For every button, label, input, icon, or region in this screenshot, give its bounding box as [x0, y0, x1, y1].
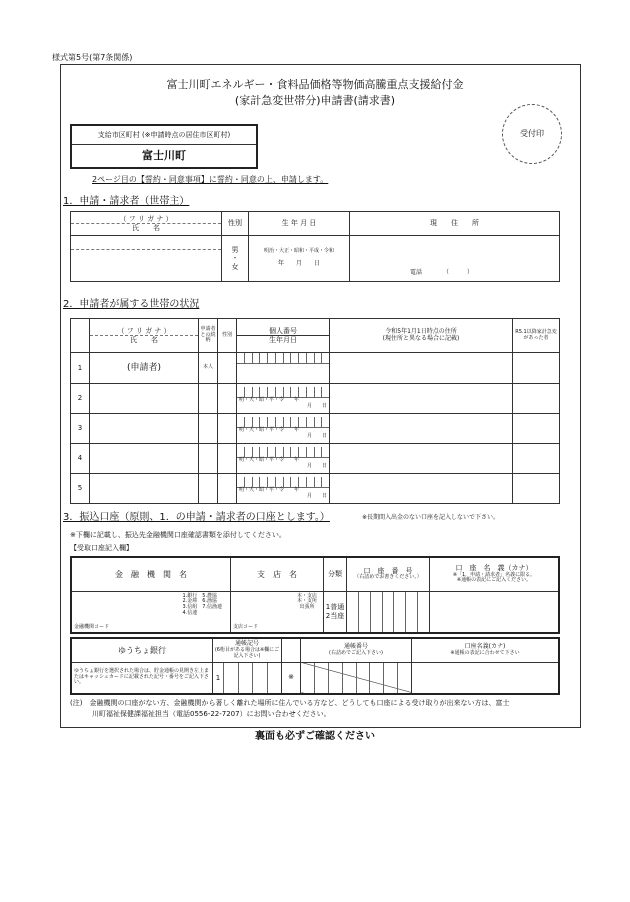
account-type-options[interactable]: 1普通 2当座 [324, 591, 347, 633]
reception-stamp-label: 受付印 [520, 129, 544, 138]
gender-options[interactable]: 男 ・ 女 [222, 236, 249, 282]
jan-address-header: 令和5年1月1日時点の住所 [385, 327, 457, 335]
section1-heading: 1．申請・請求者（世帯主） [63, 196, 190, 207]
back-side-note: 裏面も必ずご確認ください [255, 731, 375, 742]
applicant-name-field[interactable] [71, 236, 222, 282]
yucho-header: ゆうちょ銀行 [71, 638, 213, 662]
holder-note1: ※「1．申請・請求者」名義に限る。 [452, 571, 536, 578]
intro-text: 2ページ目の【誓約・同意事項】に誓約・同意の上、申請します。 [92, 175, 329, 184]
day-label: 日 [321, 463, 327, 469]
kigo-note: (6桁目がある場合は※欄にご記入下さい) [214, 646, 280, 659]
h-name-header: 氏 名 [130, 336, 158, 344]
row-number: 3 [71, 414, 90, 444]
municipality-box [70, 124, 258, 169]
form-subtitle: (家計急変世帯分)申請書(請求書) [234, 94, 396, 107]
month-label: 月 [306, 493, 312, 499]
holder-kana-header: 口座名義(カナ) [464, 642, 506, 650]
bango-header: 通帳番号 [343, 642, 368, 650]
row-number: 1 [71, 353, 90, 384]
kigo-extra-field[interactable] [282, 662, 301, 694]
row-number: 5 [71, 474, 90, 504]
account-number-field[interactable] [347, 591, 430, 633]
jan-address-cell[interactable] [330, 384, 513, 414]
bank-code-label: 金融機関コード [74, 623, 110, 630]
day-label: 日 [321, 403, 327, 409]
era-options: 明治・大正・昭和・平成・令和 [263, 248, 334, 255]
branch-kind-options: 本・支店 本・支所 出張所 [296, 592, 317, 610]
mynumber-cell[interactable] [237, 414, 330, 444]
member-name-cell[interactable] [90, 414, 199, 444]
form-title: 富士川町エネルギー・食料品価格等物価高騰重点支援給付金 [166, 78, 464, 91]
day-label: 日 [321, 493, 327, 499]
era-short: 明・大・昭・平・令 [239, 397, 285, 404]
year-label: 年 [294, 397, 300, 404]
mynumber-cell[interactable] [237, 353, 330, 384]
holder-kana-note: ※通帳の表記に合わせて下さい [450, 649, 520, 656]
branch-field[interactable] [231, 591, 324, 633]
day-label: 日 [321, 433, 327, 439]
gender-cell[interactable] [218, 414, 237, 444]
account-number-header: 口 座 番 号 [363, 567, 413, 576]
bank-name-header: 金 融 機 関 名 [71, 557, 231, 591]
phone-label: 電話 （ ） [410, 269, 474, 277]
era-short: 明・大・昭・平・令 [239, 487, 285, 494]
branch-header: 支 店 名 [231, 557, 324, 591]
jan-address-cell[interactable] [330, 414, 513, 444]
gender-header: 性別 [222, 212, 249, 236]
self-label: 本人 [199, 353, 218, 384]
holder-kana-field[interactable] [412, 662, 560, 694]
address-header: 現 住 所 [350, 212, 560, 236]
account-type-header: 分類 [324, 557, 347, 591]
relation-cell[interactable] [199, 474, 218, 504]
footnote-line1: (注) 金融機関の口座がない方、金融機関から著しく離れた場所に住んでいる方など、どうしても口座による受け取りが出来ない方は、富士 [70, 699, 510, 707]
name-header: 氏 名 [132, 224, 160, 232]
row-number: 2 [71, 384, 90, 414]
yucho-note: ゆうちょ銀行を選択された場合は、貯金通帳の見開き左上またはキャッシュカードに記載された記号・番号をご記入下さい。 [71, 662, 213, 694]
mynumber-header: 個人番号 [237, 327, 329, 336]
h-gender-header: 性別 [218, 319, 237, 353]
household-table [70, 318, 560, 504]
mynumber-cell[interactable] [237, 444, 330, 474]
kome-mark: ※ [288, 673, 294, 682]
jan-address-note: (現住所と異なる場合に記載) [382, 334, 460, 342]
municipality-label: 支給市区町村 (※申請時点の居住市区町村) [72, 126, 256, 145]
r5-cell[interactable] [513, 384, 560, 414]
household-row [71, 474, 560, 504]
ymd-label: 年 月 日 [277, 259, 320, 267]
relation-header: 申請者との続柄 [199, 319, 218, 353]
gender-cell[interactable] [218, 353, 237, 384]
year-label: 年 [294, 427, 300, 434]
month-label: 月 [306, 403, 312, 409]
jan-address-cell[interactable] [330, 444, 513, 474]
address-field[interactable] [350, 236, 560, 282]
holder-header: 口 座 名 義（カナ） [455, 564, 533, 573]
bango-field[interactable] [301, 662, 412, 694]
account-number-note: （右詰めでお書きください。） [354, 574, 422, 581]
section3-heading: 3．振込口座（原則、1．の申請・請求者の口座とします。） [63, 512, 330, 523]
applicant-table [70, 211, 560, 282]
mynumber-cell[interactable] [237, 384, 330, 414]
member-name-cell[interactable] [90, 444, 199, 474]
reception-stamp-area [502, 104, 562, 164]
era-short: 明・大・昭・平・令 [239, 457, 285, 464]
h-furigana-header: （ フ リ ガ ナ ） [90, 327, 198, 336]
member-name-cell[interactable] [90, 474, 199, 504]
relation-cell[interactable] [199, 444, 218, 474]
holder-field[interactable] [430, 591, 560, 633]
r5-cell[interactable] [513, 353, 560, 384]
holder-note2: ※通帳の表記にご記入ください。 [456, 577, 532, 584]
section3-heading-note: ※長期間入出金のない口座を記入しないで下さい。 [362, 514, 500, 521]
relation-cell[interactable] [199, 414, 218, 444]
era-short: 明・大・昭・平・令 [239, 427, 285, 434]
year-label: 年 [294, 487, 300, 494]
applicant-marker: (申請者) [90, 353, 199, 384]
row-number: 4 [71, 444, 90, 474]
branch-code-label: 支店コード [233, 623, 259, 630]
month-label: 月 [306, 463, 312, 469]
birth-header: 生 年 月 日 [249, 212, 350, 236]
footnote-line2: 川町福祉保健課福祉担当（電話0556-22-7207）にお問い合わせください。 [92, 710, 331, 718]
household-row [71, 414, 560, 444]
household-row [71, 444, 560, 474]
kigo-field[interactable] [213, 662, 282, 694]
gender-cell[interactable] [218, 474, 237, 504]
household-row [71, 353, 560, 384]
r5-cell[interactable] [513, 444, 560, 474]
section2-heading: 2．申請者が属する世帯の状況 [63, 299, 200, 310]
form-number: 様式第5号(第7条関係) [52, 53, 133, 62]
bank-kind-options: 1.銀行 5.農協 2.金庫 6.漁協 3.信組 7.信漁連 4.信連 [182, 592, 222, 616]
r5-cell[interactable] [513, 414, 560, 444]
r5-header: R5.1以降家計急変があった者 [513, 319, 560, 353]
bank-name-field[interactable] [71, 591, 231, 633]
section3-note: ※下欄に記載し、振込先金融機関口座確認書類を添付してください。 [70, 531, 286, 539]
bank-account-table [70, 556, 560, 634]
year-label: 年 [294, 457, 300, 464]
member-name-cell[interactable] [90, 384, 199, 414]
furigana-header: （ フ リ ガ ナ ） [71, 215, 221, 224]
household-row [71, 384, 560, 414]
jan-address-cell[interactable] [330, 353, 513, 384]
birth-field[interactable] [249, 236, 350, 282]
gender-cell[interactable] [218, 444, 237, 474]
mynumber-cell[interactable] [237, 474, 330, 504]
month-label: 月 [306, 433, 312, 439]
gender-cell[interactable] [218, 384, 237, 414]
account-entry-label: 【受取口座記入欄】 [70, 544, 133, 552]
h-birth-header: 生年月日 [269, 336, 297, 344]
jan-address-cell[interactable] [330, 474, 513, 504]
municipality-name: 富士川町 [142, 149, 186, 162]
kigo-header: 通帳記号 [234, 640, 259, 648]
yucho-table [70, 637, 560, 695]
relation-cell[interactable] [199, 384, 218, 414]
r5-cell[interactable] [513, 474, 560, 504]
bango-note: (右詰めでご記入下さい) [329, 649, 383, 656]
kigo-prefix: 1 [213, 663, 224, 693]
